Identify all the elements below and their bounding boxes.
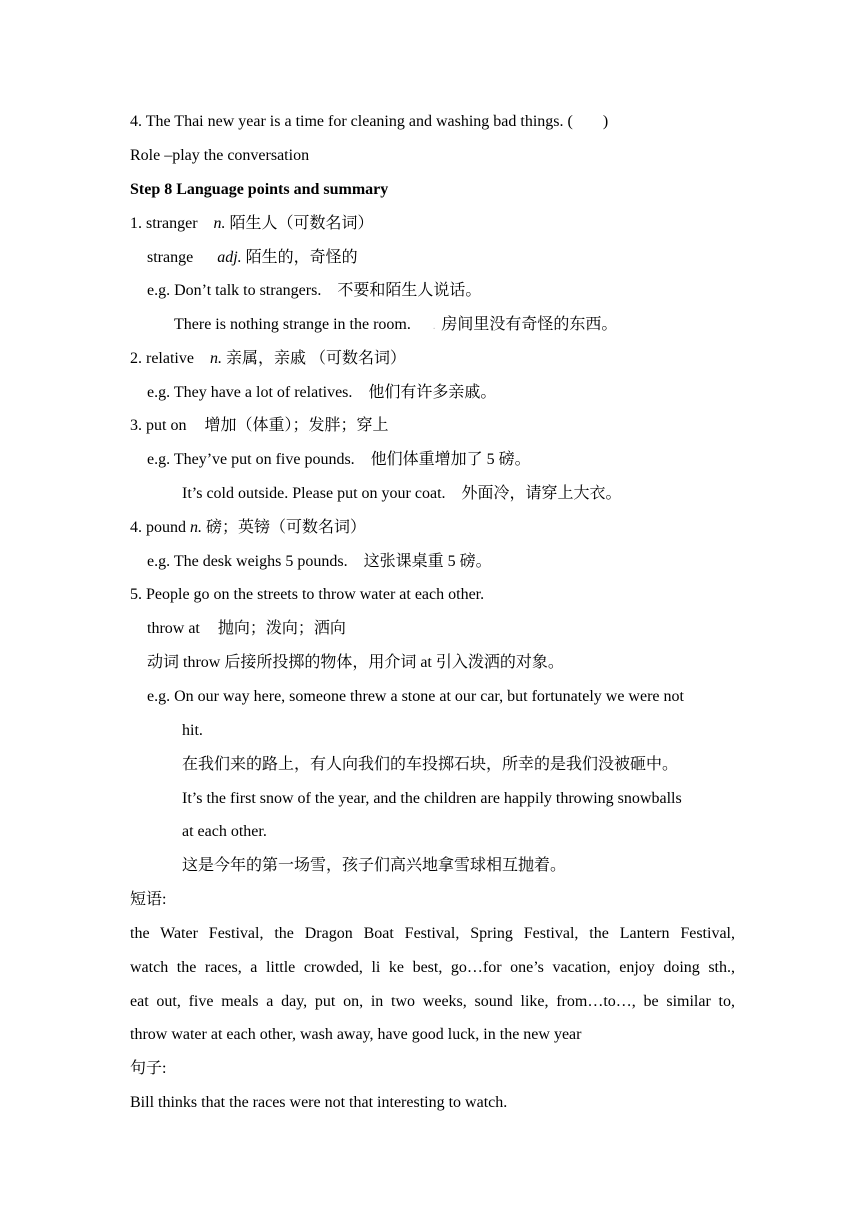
point-5-example-2-line-1: It’s the first snow of the year, and the children are happily throwing snowballs (182, 790, 682, 807)
point-5-phrase: throw at 抛向；泼向；洒向 (147, 620, 346, 637)
point-4-pound: 4. pound n. 磅；英镑（可数名词） (130, 519, 367, 536)
phrases-label: 短语: (130, 891, 167, 908)
point-5-example-2-zh: 这是今年的第一场雪，孩子们高兴地拿雪球相互抛着。 (182, 857, 567, 874)
point-2-relative: 2. relative n. 亲属，亲戚 （可数名词） (130, 350, 406, 367)
point-2-example: e.g. They have a lot of relatives. 他们有许多亲戚。 (147, 384, 497, 401)
phrases-line-1: the Water Festival, the Dragon Boat Festival, Spring Festival, the Lantern Festival, (130, 925, 735, 942)
point-5-example-1-zh: 在我们来的路上，有人向我们的车投掷石块，所幸的是我们没被砸中。 (182, 756, 679, 773)
point-1-example-2: There is nothing strange in the room. . 房间里没有奇怪的东西。 (174, 316, 618, 333)
phrases-line-3: eat out, five meals a day, put on, in two weeks, sound like, from…to…, be similar to, (130, 993, 735, 1010)
sentence-1: Bill thinks that the races were not that interesting to watch. (130, 1094, 508, 1111)
point-3-example-2: It’s cold outside. Please put on your coat. 外面冷，请穿上大衣。 (182, 485, 622, 502)
point-1-stranger: 1. stranger n. 陌生人（可数名词） (130, 215, 374, 232)
phrases-line-2: watch the races, a little crowded, li ke best, go…for one’s vacation, enjoy doing sth., (130, 959, 735, 976)
point-4-example: e.g. The desk weighs 5 pounds. 这张课桌重 5 磅。 (147, 553, 492, 570)
point-3-example-1: e.g. They’ve put on five pounds. 他们体重增加了 5 磅。 (147, 451, 531, 468)
sentences-label: 句子: (130, 1060, 167, 1077)
phrases-line-4: throw water at each other, wash away, have good luck, in the new year (130, 1026, 582, 1043)
point-5-note: 动词 throw 后接所投掷的物体，用介词 at 引入泼洒的对象。 (147, 654, 564, 671)
role-play-line: Role –play the conversation (130, 147, 310, 164)
point-5-example-1-line-1: e.g. On our way here, someone threw a stone at our car, but fortunately we were not (147, 688, 684, 705)
point-1-example-1: e.g. Don’t talk to strangers. 不要和陌生人说话。 (147, 282, 482, 299)
point-5-example-1-line-2: hit. (182, 722, 203, 739)
question-4: 4. The Thai new year is a time for cleaning and washing bad things. ( ) (130, 113, 609, 130)
point-5-sentence: 5. People go on the streets to throw water at each other. (130, 586, 485, 603)
point-1-strange: strange adj. 陌生的，奇怪的 (147, 249, 358, 266)
step8-heading: Step 8 Language points and summary (130, 181, 389, 198)
point-3-put-on: 3. put on 增加（体重）；发胖；穿上 (130, 417, 389, 434)
point-5-example-2-line-2: at each other. (182, 823, 267, 840)
